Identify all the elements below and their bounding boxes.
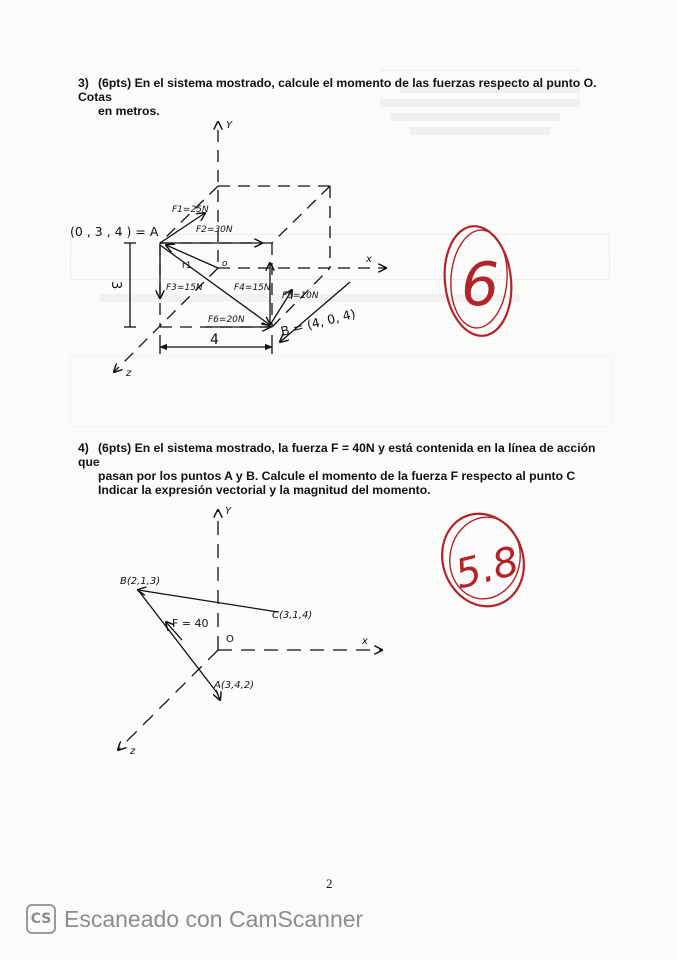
fig4-line-bc [138, 590, 278, 612]
fig4-point-a: A(3,4,2) [214, 680, 255, 691]
fig3-box-edge [272, 186, 330, 243]
fig4-point-c: C(3,1,4) [272, 610, 313, 621]
fig3-r1-vector [166, 245, 218, 268]
fig3-y-label: Y [226, 120, 233, 131]
fig3-dim-height-label: 3 [108, 281, 123, 290]
fig4-x-label: x [362, 636, 368, 647]
fig4-line-ab [138, 590, 218, 694]
fig4-y-label: Y [225, 506, 232, 517]
fig4-z-label: z [130, 746, 136, 757]
fig3-f3-label: F3=15N [166, 283, 203, 293]
fig3-point-a: (0 , 3 , 4 ) = A [70, 224, 159, 239]
figure-4 [118, 510, 382, 750]
fig3-point-b: B = (4, 0, 4) [279, 305, 357, 339]
fig3-dim-width-label: 4 [210, 332, 219, 348]
fig4-point-a-tick [216, 690, 220, 700]
fig4-z-axis [118, 650, 218, 750]
problem-4-line-3: Indicar la expresión vectorial y la magnitud del momento. [98, 483, 431, 497]
grade-circle-problem-3 [439, 223, 516, 339]
figure-3-labels [70, 120, 372, 379]
problem-3-line-2: en metros. [98, 104, 160, 118]
fig4-force-label: F = 40 [172, 617, 209, 630]
problem-4-number: 4) [78, 441, 89, 455]
page-number: 2 [326, 876, 333, 891]
camscanner-text: Escaneado con CamScanner [64, 905, 364, 932]
fig3-f5-label: F5=10N [282, 291, 319, 301]
problem-4-line-1: (6pts) En el sistema mostrado, la fuerza F = 40N y está contenida en la línea de acción que [78, 441, 596, 469]
fig3-origin-label: o [222, 259, 228, 269]
fig3-f2-label: F2=30N [196, 225, 233, 235]
fig3-x-label: x [366, 254, 372, 265]
grade-problem-3: 6 [461, 250, 500, 320]
fig3-f1-label: F1=25N [172, 205, 209, 215]
camscanner-watermark [26, 904, 363, 934]
fig3-f6-label: F6=20N [208, 315, 245, 325]
figure-3 [114, 122, 386, 372]
fig3-f4-label: F4=15N [234, 283, 271, 293]
grade-problem-4: 5.8 [450, 538, 524, 599]
fig4-origin-label: O [226, 634, 234, 645]
fig3-z-label: z [126, 368, 132, 379]
problem-3-number: 3) [78, 76, 89, 90]
problem-3-line-1: (6pts) En el sistema mostrado, calcule el momento de las fuerzas respecto al punto O. Cotas [78, 76, 597, 104]
camscanner-logo-icon: CS [26, 904, 56, 934]
fig4-point-b: B(2,1,3) [120, 576, 161, 587]
fig3-r1-label: r1 [182, 261, 192, 271]
grade-circle-problem-4 [429, 502, 536, 618]
problem-4-line-2: pasan por los puntos A y B. Calcule el momento de la fuerza F respecto al punto C [98, 469, 576, 483]
figure-4-labels [120, 506, 368, 757]
